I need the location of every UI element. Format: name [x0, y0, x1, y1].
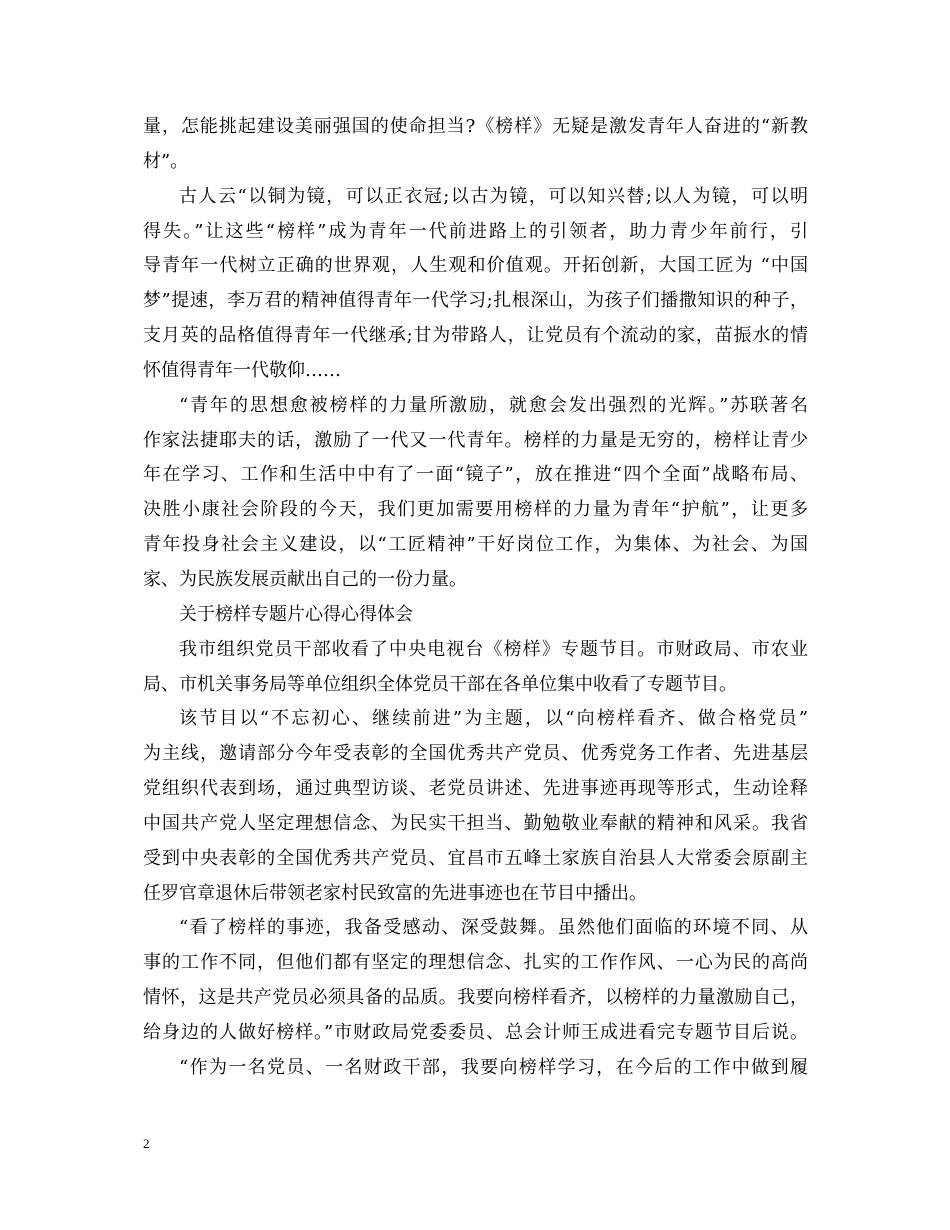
text-line: 局、市机关事务局等单位组织全体党员干部在各单位集中收看了专题节目。 — [143, 673, 737, 695]
text-line: 青年投身社会主义建设，以“工匠精神”干好岗位工作，为集体、为社会、为国 — [143, 534, 808, 556]
text-line: 为主线，邀请部分今年受表彰的全国优秀共产党员、优秀党务工作者、先进基层 — [143, 743, 808, 765]
text-line: “看了榜样的事迹，我备受感动、深受鼓舞。虽然他们面临的环境不同、从 — [179, 917, 808, 939]
text-line: 事的工作不同，但他们都有坚定的理想信念、扎实的工作作风、一心为民的高尚 — [143, 952, 808, 974]
text-line: 情怀，这是共产党员必须具备的品质。我要向榜样看齐，以榜样的力量激励自己， — [143, 987, 808, 1009]
text-line: 量，怎能挑起建设美丽强国的使命担当?《榜样》无疑是激发青年人奋进的“新教 — [143, 116, 808, 137]
text-line: 该节目以“不忘初心、继续前进”为主题，以“向榜样看齐、做合格党员” — [179, 708, 808, 730]
document-body — [143, 110, 808, 1086]
page-number: 2 — [143, 1136, 150, 1151]
text-line: “作为一名党员、一名财政干部，我要向榜样学习，在今后的工作中做到履 — [179, 1056, 808, 1078]
text-line: 决胜小康社会阶段的今天，我们更加需要用榜样的力量为青年“护航”，让更多 — [143, 499, 808, 521]
text-line: 古人云“以铜为镜，可以正衣冠;以古为镜，可以知兴替;以人为镜，可以明 — [179, 185, 808, 207]
text-line: 党组织代表到场，通过典型访谈、老党员讲述、先进事迹再现等形式，生动诠释 — [143, 778, 808, 800]
text-line: 得失。”让这些“榜样”成为青年一代前进路上的引领者，助力青少年前行，引 — [143, 220, 808, 242]
text-line: “青年的思想愈被榜样的力量所激励，就愈会发出强烈的光辉。”苏联著名 — [179, 394, 808, 416]
text-line: 支月英的品格值得青年一代继承;甘为带路人，让党员有个流动的家，苗振水的情 — [143, 325, 808, 347]
text-line: 中国共产党人坚定理想信念、为民实干担当、勤勉敬业奉献的精神和风采。我省 — [143, 812, 808, 834]
text-line: 家、为民族发展贡献出自己的一份力量。 — [143, 568, 467, 590]
text-line: 任罗官章退休后带领老家村民致富的先进事迹也在节目中播出。 — [143, 882, 647, 904]
text-line: 材”。 — [143, 150, 189, 172]
text-line: 梦”提速，李万君的精神值得青年一代学习;扎根深山，为孩子们播撒知识的种子， — [143, 290, 808, 312]
text-line: 给身边的人做好榜样。”市财政局党委委员、总会计师王成进看完专题节目后说。 — [143, 1021, 808, 1043]
text-line: 年在学习、工作和生活中中有了一面“镜子”，放在推进“四个全面”战略布局、 — [143, 464, 808, 486]
text-line: 我市组织党员干部收看了中央电视台《榜样》专题节目。市财政局、市农业 — [179, 638, 808, 660]
text-line: 导青年一代树立正确的世界观，人生观和价值观。开拓创新，大国工匠为 “中国 — [143, 255, 808, 277]
text-line: 作家法捷耶夫的话，激励了一代又一代青年。榜样的力量是无穷的，榜样让青少 — [143, 429, 808, 451]
text-line: 怀值得青年一代敬仰…… — [143, 359, 341, 381]
text-line: 受到中央表彰的全国优秀共产党员、宜昌市五峰土家族自治县人大常委会原副主 — [143, 847, 808, 869]
text-line: 关于榜样专题片心得心得体会 — [179, 603, 413, 625]
